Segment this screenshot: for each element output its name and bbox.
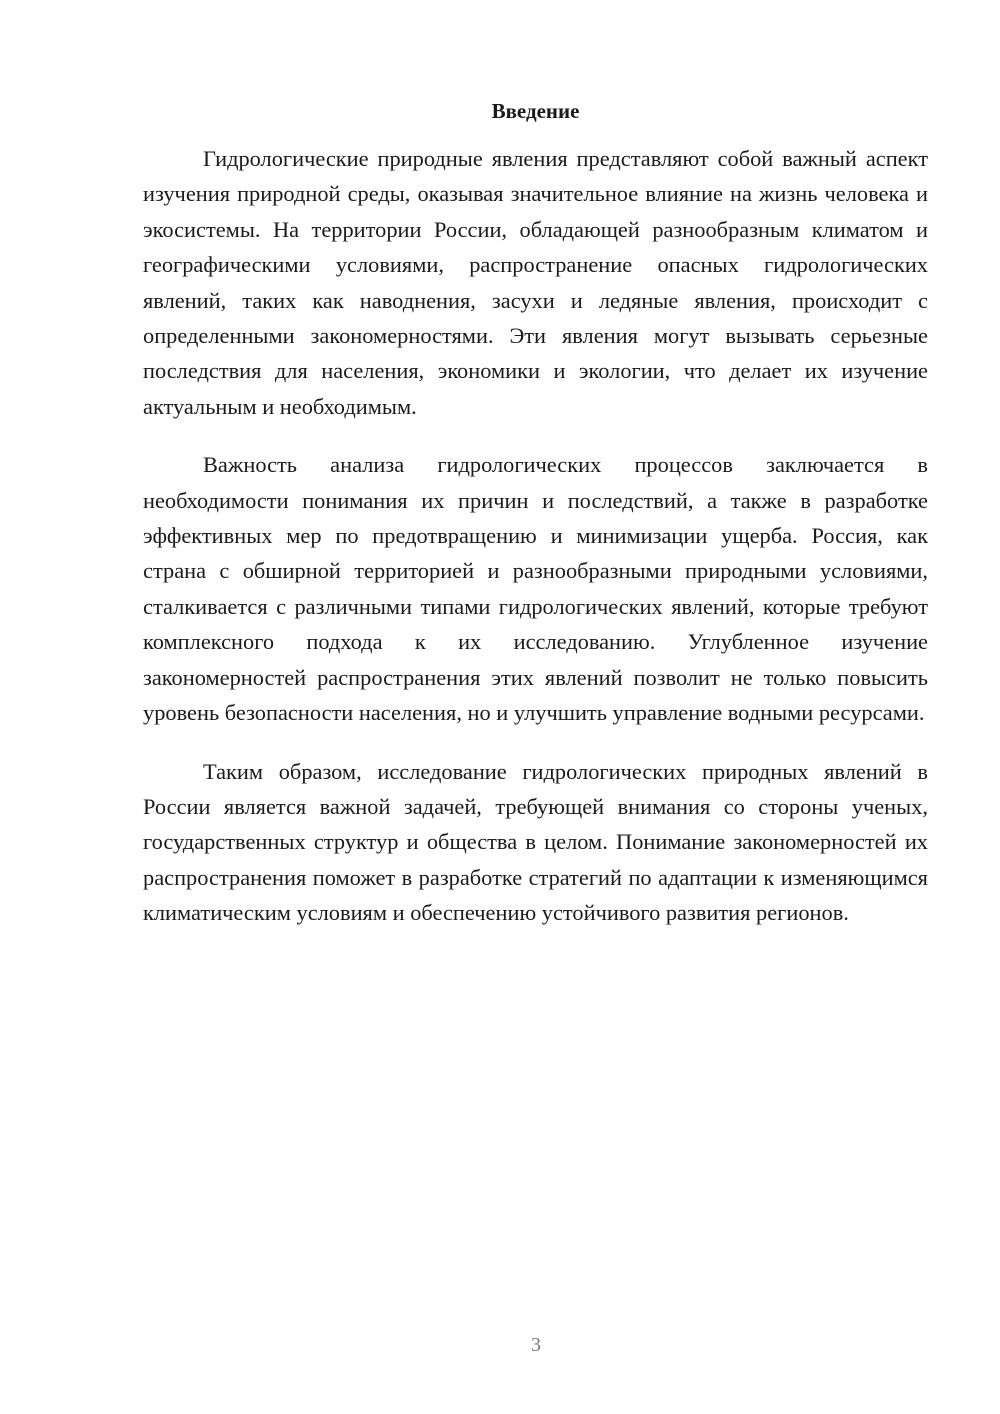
page-number: 3 [531,1334,541,1356]
section-title: Введение [491,99,580,123]
paragraph-1: Гидрологические природные явления представляют собой важный аспект изучения природной среды, оказывая значительное влияние на жизнь человека и экосистемы. На территории России, обладающей разнообразным климатом и географическими условиями, распространение опасных гидрологических явлений, таких как наводнения, засухи и ледяные явления, происходит с определенными закономерностями. Эти явления могут вызывать серьезные последствия для населения, экономики и экологии, что делает их изучение актуальным и необходимым. [143,146,928,419]
paragraph-2: Важность анализа гидрологических процессов заключается в необходимости понимания их причин и последствий, а также в разработке эффективных мер по предотвращению и минимизации ущерба. Россия, как страна с обширной территорией и разнообразными природными условиями, сталкивается с различными типами гидрологических явлений, которые требуют комплексного подхода к их исследованию. Углубленное изучение закономерностей распространения этих явлений позволит не только повысить уровень безопасности населения, но и улучшить управление водными ресурсами. [143,452,928,726]
page-content [143,94,928,954]
paragraph-3: Таким образом, исследование гидрологических природных явлений в России является важной задачей, требующей внимания со стороны ученых, государственных структур и общества в целом. Понимание закономерностей их распространения поможет в разработке стратегий по адаптации к изменяющимся климатическим условиям и обеспечению устойчивого развития регионов. [143,758,928,926]
